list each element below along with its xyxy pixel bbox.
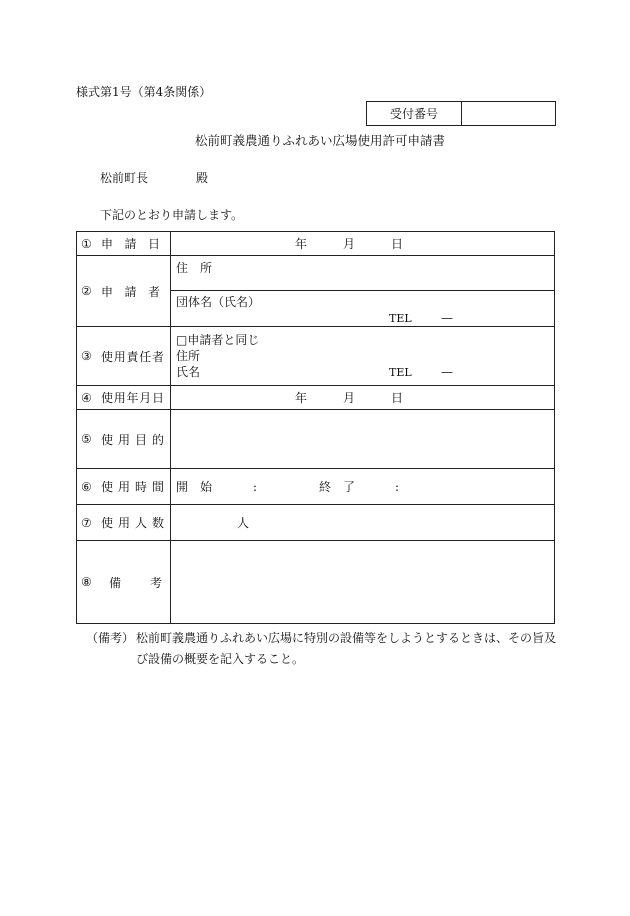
tel-dash: — [441, 364, 453, 379]
row-number: ① [81, 236, 92, 251]
applicant-name-field[interactable] [171, 291, 555, 327]
addressee-name: 松前町長 [100, 171, 149, 185]
label-char: 使 [101, 349, 114, 364]
row-header [77, 256, 171, 327]
day-label: 日 [391, 390, 404, 405]
start-label: 開 始 [176, 479, 213, 494]
day-label: 日 [391, 236, 404, 251]
label-char: 目 [134, 432, 147, 447]
label-char: 用 [117, 432, 130, 447]
row-purpose [77, 410, 555, 469]
label-char: 使 [101, 391, 114, 405]
month-label: 月 [343, 390, 356, 405]
org-name-label: 団体名（氏名） [176, 294, 261, 309]
row-applicant-address [77, 256, 555, 291]
row-header [77, 541, 171, 624]
intro-text: 下記のとおり申請します。 [100, 208, 244, 222]
note-line-1: 松前町義農通りふれあい広場に特別の設備等をしようとするときは、その旨及 [136, 631, 557, 645]
people-unit-label: 人 [237, 515, 250, 530]
label-char: 的 [151, 432, 164, 447]
label-char: 用 [113, 349, 126, 364]
tel-label: TEL [389, 365, 412, 379]
start-colon: : [253, 479, 258, 494]
row-application-date [77, 232, 555, 256]
label-char: 用 [117, 480, 130, 494]
applicant-address-field[interactable] [171, 256, 555, 291]
note-label: （備考） [86, 631, 135, 645]
label-char: 月 [139, 391, 152, 405]
label-char: 用 [117, 516, 130, 530]
label-char: 者 [151, 349, 164, 364]
row-header [77, 469, 171, 505]
row-header [77, 232, 171, 256]
label-char: 用 [113, 391, 126, 405]
label-char: 申 [101, 237, 114, 251]
label-char: 任 [139, 349, 152, 364]
tel-label: TEL [389, 311, 412, 325]
end-label: 終 了 [319, 479, 356, 494]
row-number: ④ [81, 390, 92, 405]
year-label: 年 [295, 390, 308, 405]
row-header [77, 327, 171, 386]
address-label: 住 所 [176, 260, 213, 275]
form-number: 様式第1号（第4条関係） [76, 85, 212, 99]
row-number: ⑧ [81, 575, 92, 589]
label-char: 使 [101, 432, 114, 447]
document-title: 松前町義農通りふれあい広場使用許可申請書 [195, 133, 446, 148]
label-char: 時 [134, 480, 147, 494]
label-char: 日 [151, 391, 164, 405]
remarks-field[interactable] [171, 541, 555, 624]
purpose-field[interactable] [171, 410, 555, 469]
row-number: ② [81, 284, 92, 298]
receipt-number-box [366, 101, 556, 126]
label-char: 請 [124, 237, 137, 251]
use-date-field[interactable] [171, 386, 555, 410]
row-header [77, 505, 171, 541]
row-header [77, 410, 171, 469]
label-char: 者 [147, 284, 160, 299]
row-use-time [77, 469, 555, 505]
row-number: ⑦ [81, 515, 92, 530]
label-char: 使 [101, 480, 114, 494]
row-use-date [77, 386, 555, 410]
label-char: 責 [126, 349, 139, 364]
label-char: 数 [151, 516, 164, 530]
row-responsible-person [77, 327, 555, 386]
addressee-honorific: 殿 [196, 171, 209, 185]
use-time-field[interactable] [171, 469, 555, 505]
label-char: 使 [101, 516, 114, 530]
label-char: 間 [151, 480, 164, 494]
address-label: 住所 [176, 348, 201, 363]
application-date-field[interactable] [171, 232, 555, 256]
year-label: 年 [295, 236, 308, 251]
note-line-2: び設備の概要を記入すること。 [136, 652, 305, 666]
responsible-person-field[interactable] [171, 327, 555, 386]
receipt-number-label: 受付番号 [367, 102, 462, 125]
label-char: 年 [126, 391, 139, 405]
people-count-field[interactable] [171, 505, 555, 541]
label-char: 人 [134, 516, 147, 530]
tel-dash: — [441, 310, 453, 325]
label-char: 日 [147, 237, 160, 251]
label-char: 備 [109, 575, 122, 590]
row-number: ⑥ [81, 479, 92, 494]
row-number: ⑤ [81, 432, 92, 446]
label-char: 申 [101, 284, 114, 299]
label-char: 考 [149, 575, 162, 590]
row-remarks [77, 541, 555, 624]
month-label: 月 [343, 236, 356, 251]
receipt-number-value[interactable] [462, 102, 555, 125]
name-label: 氏名 [176, 364, 201, 379]
row-number: ③ [81, 349, 92, 363]
label-char: 請 [124, 284, 137, 299]
row-people-count [77, 505, 555, 541]
application-form-table [76, 231, 555, 624]
same-as-applicant-checkbox[interactable]: □申請者と同じ [176, 332, 260, 347]
row-header [77, 386, 171, 410]
end-colon: : [395, 479, 400, 494]
